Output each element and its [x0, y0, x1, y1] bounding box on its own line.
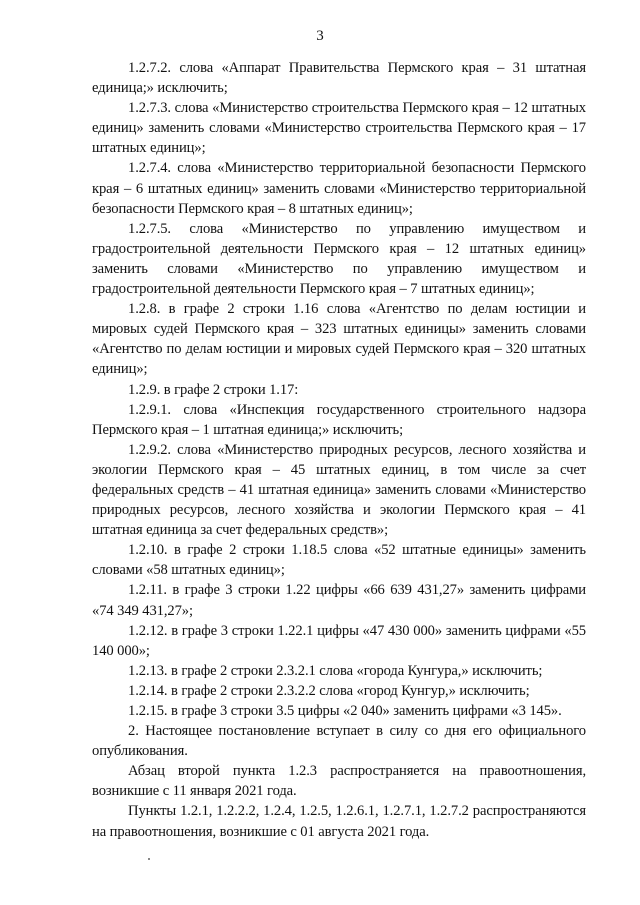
paragraph-1-2-8: 1.2.8. в графе 2 строки 1.16 слова «Агентство по делам юстиции и мировых судей Пермского края – 323 штатных единицы» заменить словами «Агентство по делам юстиции и мировых судей Пермского края – 320 штатных единиц»; — [92, 301, 586, 378]
paragraph-1-2-15: 1.2.15. в графе 3 строки 3.5 цифры «2 040» заменить цифрами «3 145». — [128, 703, 562, 719]
paragraph-1-2-11: 1.2.11. в графе 3 строки 1.22 цифры «66 639 431,27» заменить цифрами «74 349 431,27»; — [92, 582, 586, 619]
scan-speck — [148, 858, 150, 860]
paragraph-abzac: Абзац второй пункта 1.2.3 распространяется на правоотношения, возникшие с 11 января 2021 года. — [92, 763, 586, 800]
paragraph-1-2-14: 1.2.14. в графе 2 строки 2.3.2.2 слова «город Кунгур,» исключить; — [128, 682, 530, 699]
paragraph-1-2-7-2: 1.2.7.2. слова «Аппарат Правительства Пермского края – 31 штатная единица;» исключить; — [92, 60, 586, 97]
paragraph-1-2-9-2: 1.2.9.2. слова «Министерство природных ресурсов, лесного хозяйства и экологии Пермского края – 45 штатных единиц, в том числе за счет федеральных средств – 41 штатная единица» заменить словами «Министерство природных ресурсов, лесного хозяйства и экологии Пермского края – 41 штатная единица за счет федеральных средств»; — [92, 441, 586, 539]
paragraph-punkty: Пункты 1.2.1, 1.2.2.2, 1.2.4, 1.2.5, 1.2.6.1, 1.2.7.1, 1.2.7.2 распространяются на правоотношения, возникшие с 01 августа 2021 года. — [92, 803, 586, 840]
paragraph-1-2-13: 1.2.13. в графе 2 строки 2.3.2.1 слова «города Кунгура,» исключить; — [128, 662, 543, 679]
page-number: 3 — [316, 28, 324, 44]
paragraph-1-2-10: 1.2.10. в графе 2 строки 1.18.5 слова «52 штатные единицы» заменить словами «58 штатных единиц»; — [92, 542, 586, 579]
paragraph-1-2-12: 1.2.12. в графе 3 строки 1.22.1 цифры «47 430 000» заменить цифрами «55 140 000»; — [92, 622, 586, 659]
paragraph-1-2-9: 1.2.9. в графе 2 строки 1.17: — [128, 381, 299, 398]
paragraph-1-2-7-5: 1.2.7.5. слова «Министерство по управлению имуществом и градостроительной деятельности Пермского края – 12 штатных единиц» заменить словами «Министерство по управлению имуществом и градостроительной деятельности Пермского края – 7 штатных единиц»; — [92, 220, 586, 298]
paragraph-2: 2. Настоящее постановление вступает в силу со дня его официального опубликования. — [92, 723, 586, 760]
paragraph-1-2-7-4: 1.2.7.4. слова «Министерство территориальной безопасности Пермского края – 6 штатных единиц» заменить словами «Министерство территориальной безопасности Пермского края – 8 штатных единиц»; — [92, 160, 586, 217]
document-body — [92, 58, 586, 842]
paragraph-1-2-9-1: 1.2.9.1. слова «Инспекция государственного строительного надзора Пермского края – 1 штатная единица;» исключить; — [92, 401, 586, 438]
paragraph-1-2-7-3: 1.2.7.3. слова «Министерство строительства Пермского края – 12 штатных единиц» заменить словами «Министерство строительства Пермского края – 17 штатных единиц»; — [92, 100, 586, 157]
